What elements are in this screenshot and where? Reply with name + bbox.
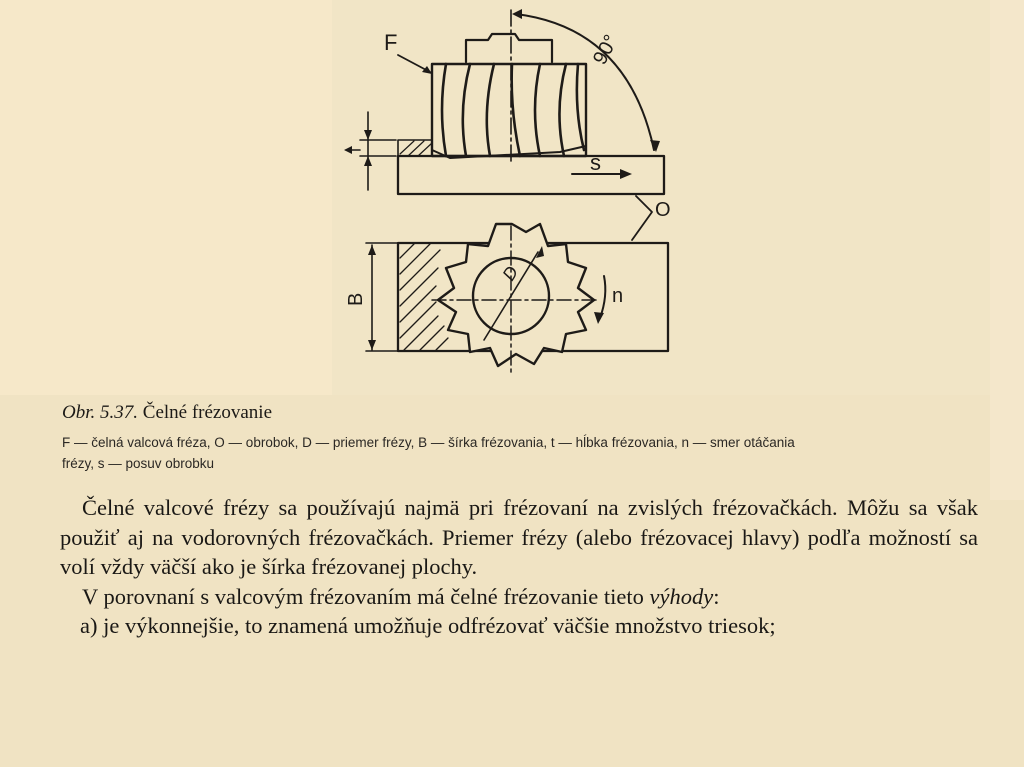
depth-dimension-t [344,112,396,190]
label-s: s [590,150,601,175]
label-n: n [612,285,624,307]
figure-caption-title [62,402,272,424]
cutter-helical-flutes [442,64,584,156]
milling-cutter-top [438,224,594,366]
figure-title: Čelné frézovanie [142,402,272,423]
label-O-leader [632,196,652,240]
figure-number: Obr. 5.37. [62,402,139,423]
label-D: D [498,262,523,285]
paragraph-1: Čelné valcové frézy sa používajú najmä pri frézovaní na zvislých frézovačkách. Môžu sa však použiť aj na vodorovných frézovačkách. Priemer frézy (alebo frézovacej hlavy) podľa možností sa volí vždy väčší ako je šírka frézovanej plochy. [60,495,978,580]
figure-legend [62,432,992,474]
label-F: F [384,30,398,55]
paragraph-2-emphasis: výhody [649,583,714,609]
paragraph-2-tail: : [713,583,720,609]
body-text [60,493,978,641]
paragraph-2 [60,582,978,612]
cut-layer-hatching [400,141,432,156]
figure-legend-line-1: F — čelná valcová fréza, O — obrobok, D — priemer frézy, B — šírka frézovania, t — hĺbka frézovania, n — smer otáčania [62,435,795,450]
spindle-block [466,34,552,62]
rotation-arrow-n [600,276,605,318]
paragraph-2-lead: V porovnaní s valcovým frézovaním má čelné frézovanie tieto [82,583,644,609]
label-O: O [655,199,671,221]
figure-legend-line-2: frézy, s — posuv obrobku [62,456,215,471]
label-B: B [345,292,367,306]
list-item-a: a) je výkonnejšie, to znamená umožňuje odfrézovať väčšie množstvo triesok; [80,613,776,639]
width-dimension-B [366,243,398,351]
label-angle: 90° [588,31,623,69]
